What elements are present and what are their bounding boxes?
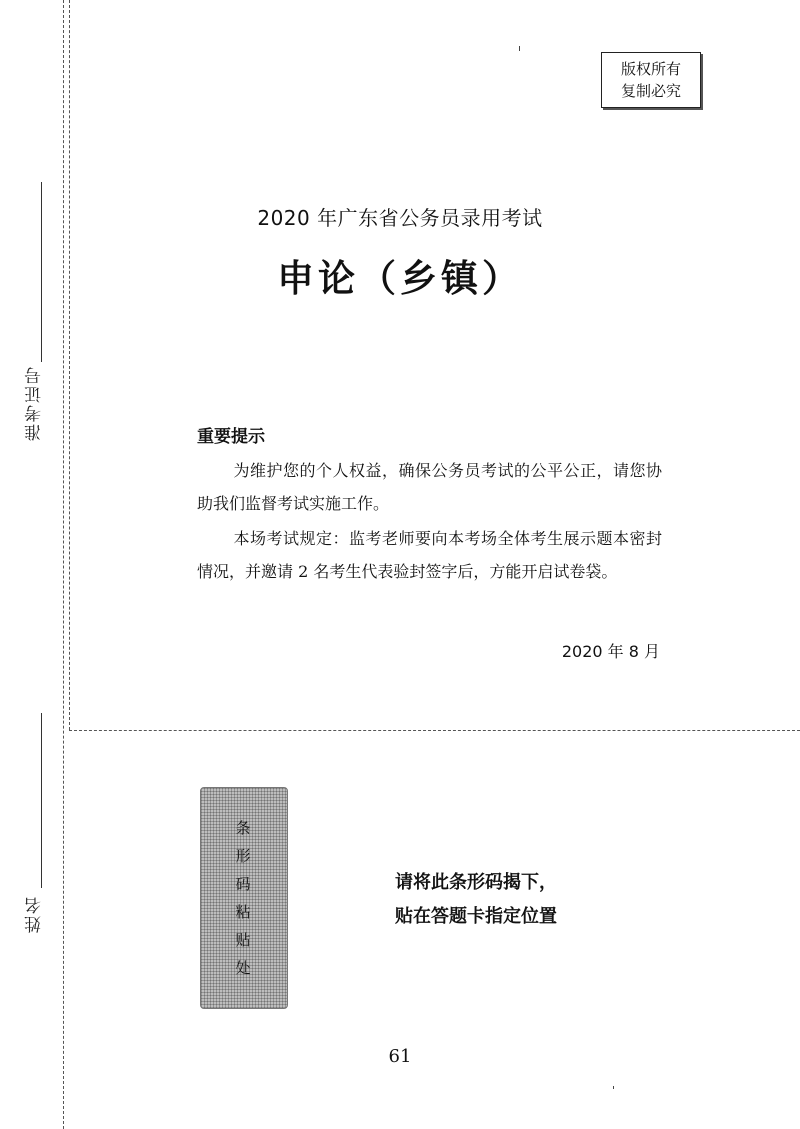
- left-binding-line: [63, 0, 64, 1129]
- copyright-line2: 复制必究: [620, 82, 681, 100]
- barcode-instruction-line2: 贴在答题卡指定位置: [395, 906, 557, 927]
- notice-heading: 重要提示: [197, 427, 265, 447]
- notice-paragraph-1-text: 为维护您的个人权益，确保公务员考试的公平公正，请您协助我们监督考试实施工作。: [197, 461, 662, 513]
- scan-speck: [613, 1086, 614, 1089]
- barcode-instruction-line1: 请将此条形码揭下，: [395, 872, 557, 893]
- notice-paragraph-2: [197, 522, 662, 588]
- barcode-char: 处: [235, 959, 251, 977]
- notice-paragraph-1: [197, 454, 662, 520]
- barcode-char: 贴: [235, 931, 251, 949]
- page-number: 61: [388, 1046, 412, 1067]
- exam-title: 2020 年广东省公务员录用考试: [257, 206, 543, 230]
- cut-line: [69, 730, 800, 731]
- notice-date: 2020 年 8 月: [561, 642, 660, 661]
- barcode-sticker-area[interactable]: [200, 787, 288, 1009]
- copyright-box: [601, 52, 701, 108]
- scan-speck: [519, 46, 520, 51]
- subject-title: 申论（乡镇）: [277, 256, 523, 300]
- barcode-char: 条: [235, 819, 251, 837]
- notice-paragraph-2-text: 本场考试规定：监考老师要向本考场全体考生展示题本密封情况，并邀请 2 名考生代表验封签字后，方能开启试卷袋。: [197, 529, 662, 581]
- name-label: 姓名: [25, 895, 45, 933]
- admission-ticket-label: 准考证号: [25, 365, 45, 441]
- barcode-label: [230, 814, 256, 982]
- binding-line-upper: [69, 0, 70, 730]
- barcode-char: 粘: [235, 903, 251, 921]
- barcode-instruction: [395, 866, 557, 934]
- copyright-line1: 版权所有: [620, 60, 681, 78]
- barcode-char: 码: [235, 875, 251, 893]
- barcode-char: 形: [235, 847, 251, 865]
- name-underline: [41, 713, 42, 888]
